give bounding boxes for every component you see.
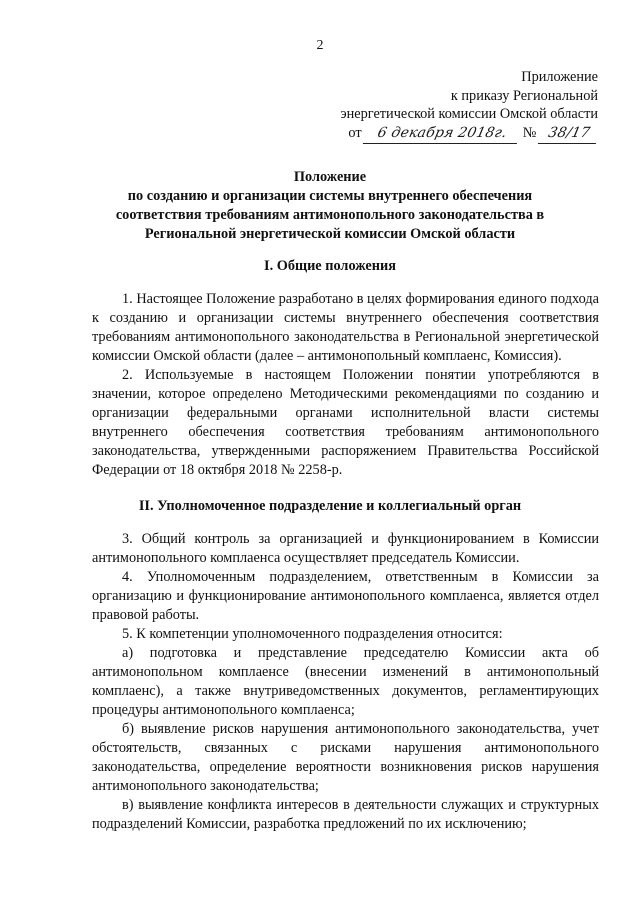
section-general-body [92,290,599,480]
paragraph: 4. Уполномоченным подразделением, ответственным в Комиссии за организацию и функционирование антимонопольного комплаенса, является отдел правовой работы. [92,569,599,623]
handwritten-number: 38/17 [538,124,600,144]
paragraph: 1. Настоящее Положение разработано в целях формирования единого подхода к созданию и организации системы внутреннего обеспечения соответствия требованиям антимонопольного законодательства в Региональной энергетической комиссии Омской области (далее – антимонопольный комплаенс, Комиссия). [92,291,599,364]
paragraph: 3. Общий контроль за организацией и функционированием в Комиссии антимонопольного комплаенса осуществляет председатель Комиссии. [92,531,599,566]
section-authorized-unit-body [92,530,599,834]
attachment-commission: энергетической комиссии Омской области [340,106,598,123]
paragraph: б) выявление рисков нарушения антимонопольного законодательства, учет обстоятельств, связанных с рисками нарушения антимонопольного законодательства, определение вероятности возникновения рисков нарушения антимонопольного законодательства; [92,721,599,794]
attachment-date-line [341,124,599,144]
page-number: 2 [316,38,324,53]
attachment-block [341,68,599,143]
paragraph: 5. К компетенции уполномоченного подразделения относится: [122,626,503,642]
paragraph: 2. Используемые в настоящем Положении понятии употребляются в значении, которое определено Методическими рекомендациями по созданию и организации федеральными органами исполнительной власти системы внутреннего обеспечения соответствия требованиям антимонопольного законодательства, утвержденными распоряжением Правительства Российской Федерации от 18 октября 2018 № 2258-р. [92,367,599,478]
from-label: от [348,124,362,141]
attachment-order-ref: к приказу Региональной [450,87,598,104]
section-heading-authorized-unit: II. Уполномоченное подразделение и коллегиальный орган [138,498,522,514]
attachment-label: Приложение [521,69,598,85]
paragraph: в) выявление конфликта интересов в деятельности служащих и структурных подразделений Комиссии, разработка предложений по их исключению; [92,797,599,832]
document-title [60,168,600,244]
section-heading-general: I. Общие положения [264,258,396,274]
title-line-2: по созданию и организации системы внутреннего обеспечения [127,188,533,204]
handwritten-date: 6 декабря 2018г. [363,124,521,144]
title-line-4: Региональной энергетической комиссии Омской области [144,226,516,242]
title-line-1: Положение [293,169,367,185]
number-label: № [522,124,537,141]
paragraph: а) подготовка и представление председателю Комиссии акта об антимонопольном комплаенсе (внесении изменений в антимонопольный комплаенс), а также внутриведомственных документов, регламентирующих процедуры антимонопольного комплаенса; [92,645,599,718]
title-line-3: соответствия требованиям антимонопольного законодательства в [115,207,545,223]
